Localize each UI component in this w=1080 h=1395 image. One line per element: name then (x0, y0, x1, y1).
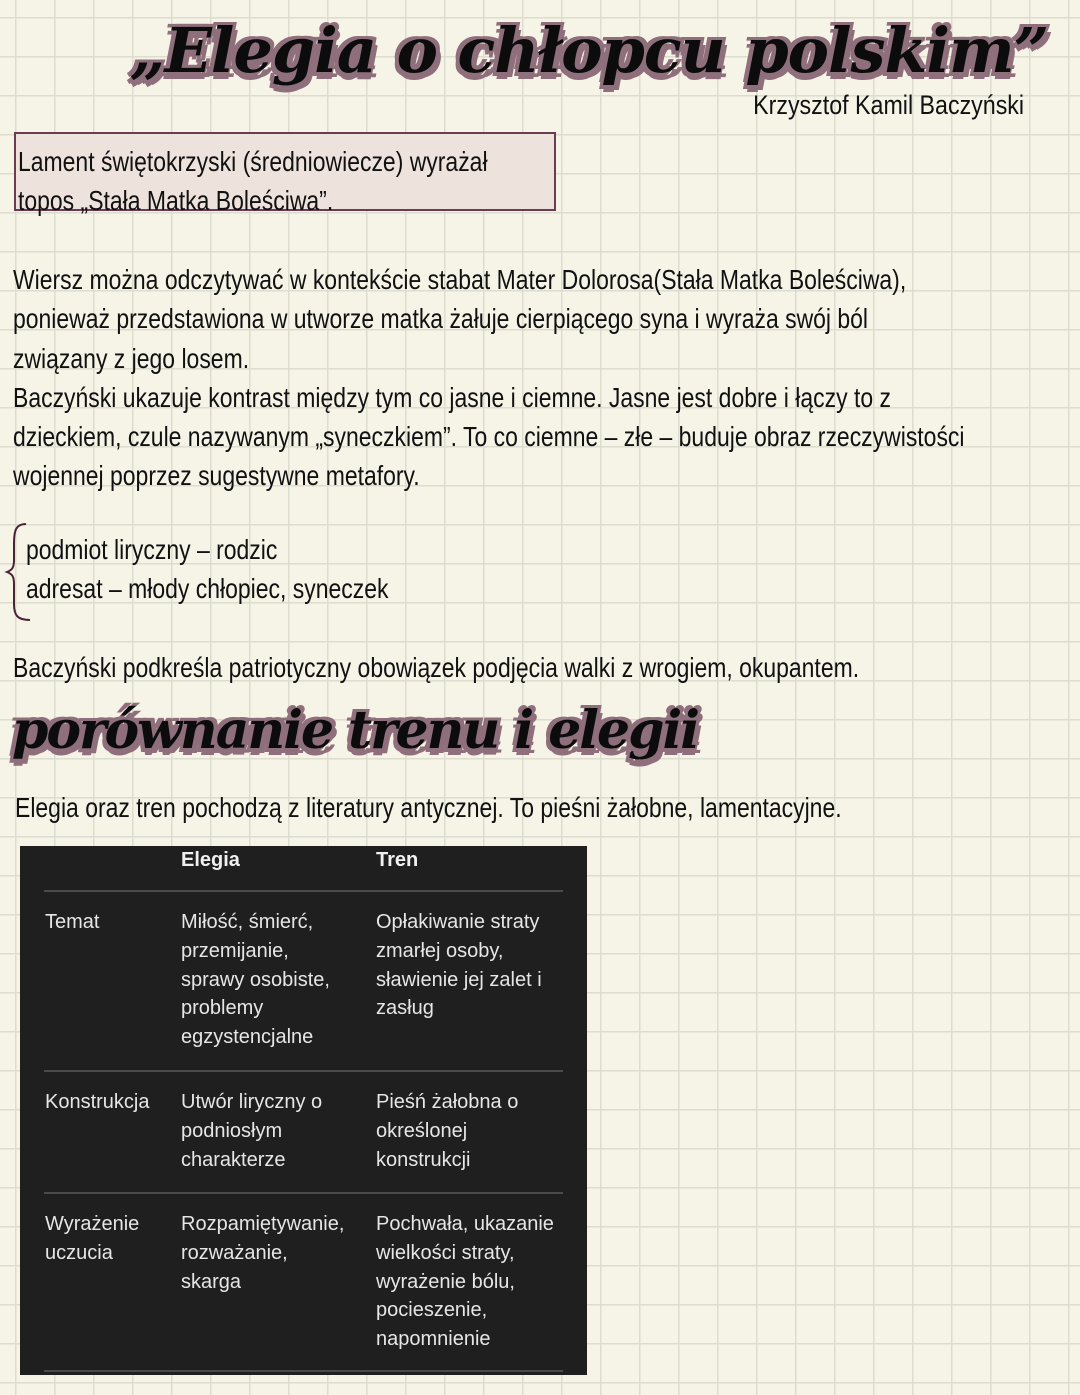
cell-line: Opłakiwanie straty (376, 911, 540, 933)
paragraph-line: związany z jego losem. (13, 342, 250, 374)
row-label-text: uczucia (45, 1241, 113, 1264)
row-divider (44, 1192, 563, 1194)
cell-line: egzystencjalne (181, 1026, 314, 1049)
cell-line: przemijanie, (181, 939, 289, 962)
cell-tren (376, 908, 542, 1023)
intro-line: Elegia oraz tren pochodzą z literatury antycznej. To pieśni żałobne, lamentacyjne. (15, 792, 842, 823)
comparison-table (20, 846, 587, 1375)
paragraph-line: Baczyński podkreśla patriotyczny obowiązek podjęcia walki z wrogiem, okupantem. (13, 652, 860, 683)
paragraph-line: Wiersz można odczytywać w kontekście stabat Mater Dolorosa(Stała Matka Boleściwa), (13, 264, 907, 295)
cell-line: zmarłej osoby, (376, 939, 504, 962)
cell-elegia (181, 1210, 344, 1296)
row-label-text: Temat (45, 911, 100, 933)
cell-line: wielkości straty, (376, 1241, 515, 1264)
row-label-text: Wyrażenie (45, 1213, 140, 1235)
cell-line: napomnienie (376, 1328, 491, 1351)
highlight-note-box (14, 132, 556, 217)
row-label (45, 1088, 150, 1117)
cell-elegia (181, 1088, 322, 1174)
cell-line: zasług (376, 997, 434, 1020)
note-line: topos „Stała Matka Boleściwa”. (18, 185, 334, 217)
list-item: adresat – młody chłopiec, syneczek (26, 573, 389, 605)
cell-line: konstrukcji (376, 1148, 471, 1171)
row-label (45, 1210, 139, 1268)
cell-line: skarga (181, 1270, 242, 1293)
column-header-elegia: Elegia (181, 849, 240, 871)
list-item: podmiot liryczny – rodzic (26, 534, 278, 565)
paragraph-line: dzieckiem, czule nazywanym „syneczkiem”. To co ciemne – złe – buduje obraz rzeczywistości (13, 421, 965, 453)
row-label (45, 908, 99, 937)
row-divider (44, 890, 563, 892)
row-label-text: Konstrukcja (45, 1091, 150, 1113)
cell-line: wyrażenie bólu, (376, 1270, 515, 1293)
cell-line: określonej (376, 1119, 468, 1142)
cell-line: Pieśń żałobna o (376, 1091, 519, 1113)
cell-line: Miłość, śmierć, (181, 911, 314, 933)
bracket-list (26, 530, 468, 609)
paragraph-line: Baczyński ukazuje kontrast między tym co jasne i ciemne. Jasne jest dobre i łączy to z (13, 381, 891, 413)
cell-line: Rozpamiętywanie, (181, 1213, 345, 1235)
patriotic-paragraph (13, 648, 1045, 687)
note-line: Lament świętokrzyski (średniowiecze) wyrażał (18, 146, 488, 177)
analysis-paragraph (13, 260, 1080, 496)
cell-line: charakterze (181, 1148, 286, 1171)
cell-line: Pochwała, ukazanie (376, 1213, 554, 1235)
cell-line: Utwór liryczny o (181, 1091, 323, 1113)
paragraph-line: ponieważ przedstawiona w utworze matka żałuje cierpiącego syna i wyraża swój ból (13, 303, 869, 335)
cell-elegia (181, 908, 330, 1052)
row-divider (44, 1370, 563, 1372)
row-divider (44, 1070, 563, 1072)
column-header-tren: Tren (376, 849, 419, 871)
cell-tren (376, 1088, 518, 1174)
cell-line: pocieszenie, (376, 1299, 488, 1322)
section-title: porównanie trenu i elegii (12, 700, 698, 761)
cell-line: sławienie jej zalet i (376, 968, 542, 991)
cell-line: sprawy osobiste, (181, 968, 330, 991)
paragraph-line: wojennej poprzez sugestywne metafory. (13, 460, 420, 492)
cell-line: rozważanie, (181, 1241, 288, 1264)
cell-line: podniosłym (181, 1119, 283, 1142)
cell-line: problemy (181, 997, 264, 1020)
cell-tren (376, 1210, 554, 1354)
page-title: „Elegia o chłopcu polskim” (130, 14, 1049, 87)
author-name: Krzysztof Kamil Baczyński (753, 90, 1024, 120)
section-intro (15, 788, 1023, 827)
